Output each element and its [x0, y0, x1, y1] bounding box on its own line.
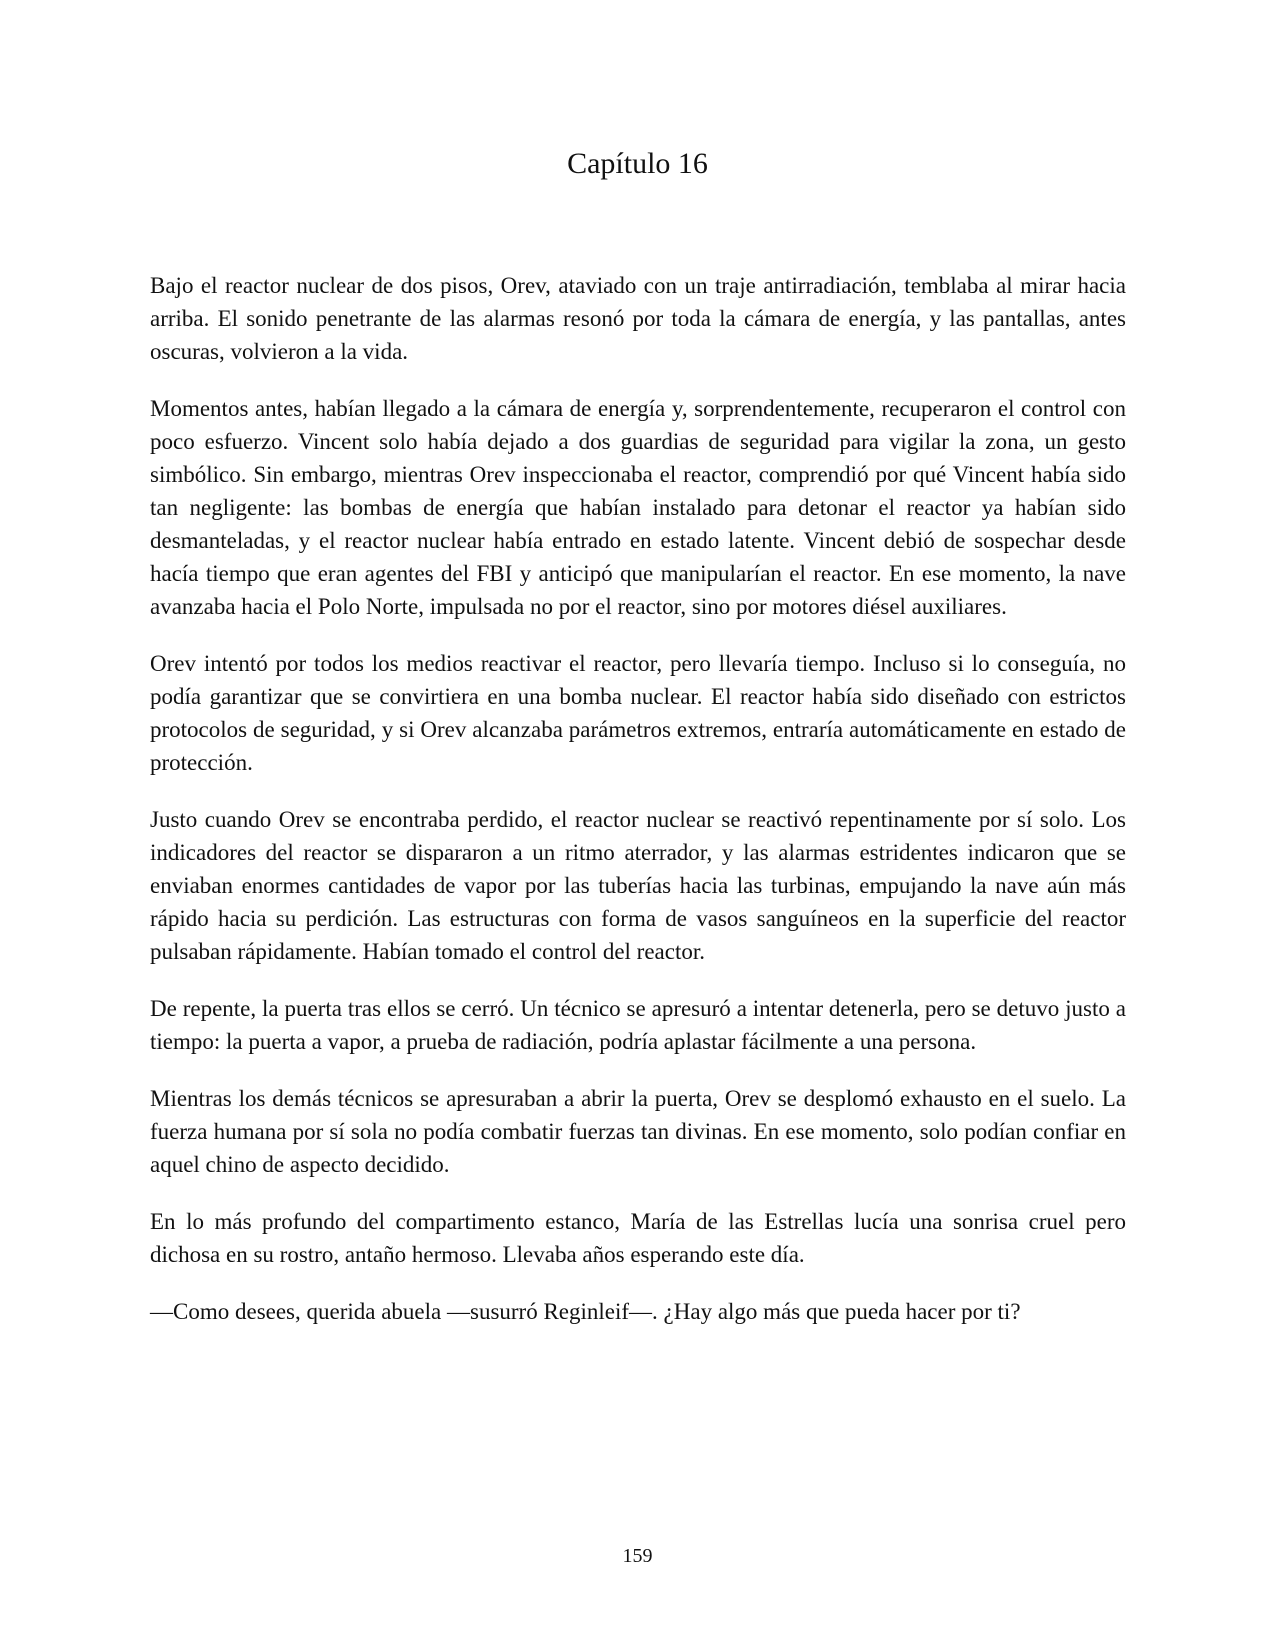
paragraph: Orev intentó por todos los medios reactivar el reactor, pero llevaría tiempo. Incluso si lo conseguía, no podía garantizar que se convirtiera en una bomba nuclear. El reactor había sido diseñado con estrictos protocolos de seguridad, y si Orev alcanzaba parámetros extremos, entraría automáticamente en estado de protección. — [150, 651, 1126, 775]
dialogue-paragraph: —Como desees, querida abuela —susurró Reginleif—. ¿Hay algo más que pueda hacer por ti? — [150, 1299, 1021, 1324]
paragraph: De repente, la puerta tras ellos se cerró. Un técnico se apresuró a intentar detenerla, pero se detuvo justo a tiempo: la puerta a vapor, a prueba de radiación, podría aplastar fácilmente a una persona. — [150, 996, 1126, 1054]
paragraph: Bajo el reactor nuclear de dos pisos, Orev, ataviado con un traje antirradiación, temblaba al mirar hacia arriba. El sonido penetrante de las alarmas resonó por toda la cámara de energía, y las pantallas, antes oscuras, volvieron a la vida. — [150, 273, 1126, 364]
paragraph: Mientras los demás técnicos se apresuraban a abrir la puerta, Orev se desplomó exhausto en el suelo. La fuerza humana por sí sola no podía combatir fuerzas tan divinas. En ese momento, solo podían confiar en aquel chino de aspecto decidido. — [150, 1086, 1126, 1177]
chapter-title: Capítulo 16 — [567, 147, 708, 180]
page-number: 159 — [622, 1545, 653, 1567]
paragraph: Justo cuando Orev se encontraba perdido, el reactor nuclear se reactivó repentinamente por sí solo. Los indicadores del reactor se dispararon a un ritmo aterrador, y las alarmas estridentes indicaron que se enviaban enormes cantidades de vapor por las tuberías hacia las turbinas, empujando la nave aún más rápido hacia su perdición. Las estructuras con forma de vasos sanguíneos en la superficie del reactor pulsaban rápidamente. Habían tomado el control del reactor. — [150, 807, 1126, 964]
chapter-body — [150, 269, 1126, 1352]
paragraph: En lo más profundo del compartimento estanco, María de las Estrellas lucía una sonrisa cruel pero dichosa en su rostro, antaño hermoso. Llevaba años esperando este día. — [150, 1209, 1126, 1267]
paragraph: Momentos antes, habían llegado a la cámara de energía y, sorprendentemente, recuperaron el control con poco esfuerzo. Vincent solo había dejado a dos guardias de seguridad para vigilar la zona, un gesto simbólico. Sin embargo, mientras Orev inspeccionaba el reactor, comprendió por qué Vincent había sido tan negligente: las bombas de energía que habían instalado para detonar el reactor ya habían sido desmanteladas, y el reactor nuclear había entrado en estado latente. Vincent debió de sospechar desde hacía tiempo que eran agentes del FBI y anticipó que manipularían el reactor. En ese momento, la nave avanzaba hacia el Polo Norte, impulsada no por el reactor, sino por motores diésel auxiliares. — [150, 396, 1126, 619]
